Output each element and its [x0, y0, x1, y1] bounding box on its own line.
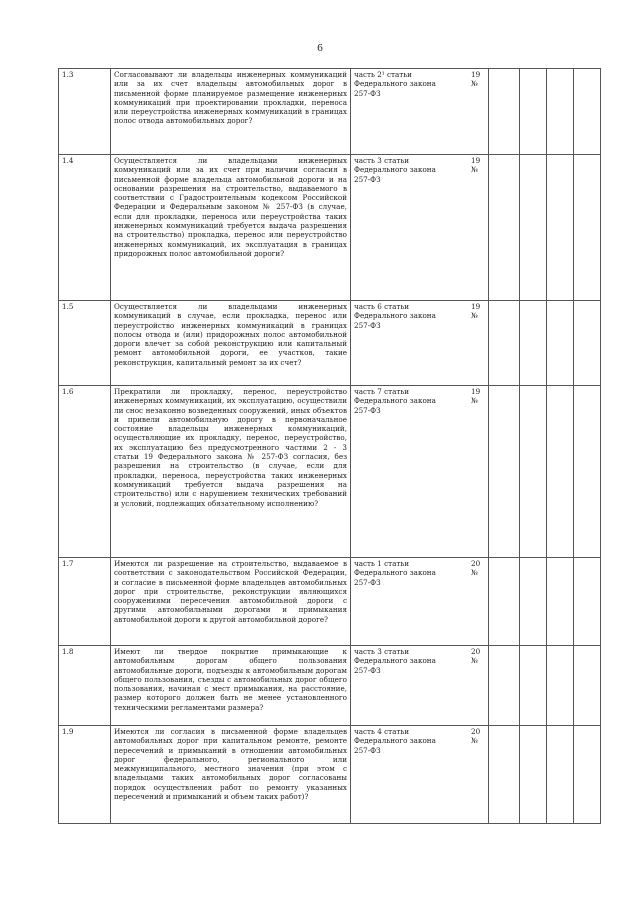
- reference-line: [354, 387, 485, 396]
- reference-text: Федерального закона: [354, 568, 436, 578]
- legal-reference: [351, 558, 489, 646]
- table-row: [59, 155, 601, 301]
- reference-text: Федерального закона: [354, 165, 436, 175]
- reference-text: 257-ФЗ: [354, 745, 381, 755]
- reference-text: часть 3 статьи: [354, 156, 410, 165]
- table-row: [59, 726, 601, 824]
- reference-number: [471, 89, 485, 98]
- checklist-rows: [59, 69, 601, 824]
- reference-line: [354, 302, 485, 311]
- answer-cell: [547, 386, 574, 558]
- answer-cell: [574, 69, 601, 155]
- reference-line: [354, 406, 485, 415]
- reference-line: [354, 559, 485, 568]
- table-row: [59, 301, 601, 386]
- reference-number: №: [471, 396, 478, 406]
- reference-line: [354, 165, 485, 174]
- row-number: 1.5: [59, 301, 111, 386]
- reference-number: №: [471, 311, 478, 321]
- legal-reference: [351, 726, 489, 824]
- reference-line: [354, 746, 485, 755]
- reference-number: 20: [471, 727, 481, 736]
- answer-cell: [547, 301, 574, 386]
- answer-cell: [520, 155, 547, 301]
- reference-line: [354, 647, 485, 656]
- answer-cell: [547, 726, 574, 824]
- answer-cell: [489, 386, 520, 558]
- checklist-table: [58, 68, 601, 824]
- row-number: 1.3: [59, 69, 111, 155]
- legal-reference: [351, 386, 489, 558]
- reference-line: [354, 70, 485, 79]
- table-row: [59, 646, 601, 726]
- reference-text: 257-ФЗ: [354, 577, 381, 587]
- reference-number: №: [471, 656, 478, 666]
- answer-cell: [547, 155, 574, 301]
- reference-line: [354, 311, 485, 320]
- reference-text: часть 2¹ статьи: [354, 70, 412, 79]
- reference-line: [354, 175, 485, 184]
- reference-number: [471, 578, 485, 587]
- reference-number: 20: [471, 559, 481, 568]
- answer-cell: [489, 301, 520, 386]
- reference-line: [354, 321, 485, 330]
- table-row: [59, 386, 601, 558]
- answer-cell: [489, 69, 520, 155]
- legal-reference: [351, 69, 489, 155]
- reference-line: [354, 89, 485, 98]
- reference-number: [471, 406, 485, 415]
- reference-text: Федерального закона: [354, 656, 436, 666]
- answer-cell: [489, 726, 520, 824]
- answer-cell: [520, 386, 547, 558]
- answer-cell: [574, 726, 601, 824]
- reference-number: №: [471, 79, 478, 89]
- reference-text: Федерального закона: [354, 736, 436, 746]
- answer-cell: [547, 69, 574, 155]
- row-number: 1.7: [59, 558, 111, 646]
- row-number: 1.6: [59, 386, 111, 558]
- answer-cell: [520, 558, 547, 646]
- reference-text: часть 1 статьи: [354, 559, 410, 568]
- answer-cell: [520, 301, 547, 386]
- reference-text: 257-ФЗ: [354, 88, 381, 98]
- reference-number: [471, 666, 485, 675]
- row-number: 1.4: [59, 155, 111, 301]
- reference-line: [354, 666, 485, 675]
- question-text: Имеются ли разрешение на строительство, выдаваемое в соответствии с законодательством Российской Федерации, и согласие в письменной форме владельцев автомобильных дорог при строительстве, реконструкции являющихся сооружениями пересечения автомобильной дороги с другими автомобильными дорогами и примыкания автомобильной дороги к другой автомобильной дороге?: [111, 558, 351, 646]
- reference-number: 20: [471, 647, 481, 656]
- reference-number: №: [471, 736, 478, 746]
- reference-number: №: [471, 568, 478, 578]
- legal-reference: [351, 155, 489, 301]
- question-text: Осуществляется ли владельцами инженерных коммуникаций или за их счет при наличии согласия в письменной форме владельца автомобильной дороги и на основании разрешения на строительство, выдаваемого в соответствии с Градостроительным кодексом Российской Федерации и Федеральным законом № 257-ФЗ (в случае, если для прокладки, переноса или переустройства таких инженерных коммуникаций требуется выдача разрешения на строительство) прокладка, перенос или переустройство инженерных коммуникаций, их эксплуатация в границах придорожных полос автомобильной дороги?: [111, 155, 351, 301]
- answer-cell: [574, 301, 601, 386]
- answer-cell: [520, 726, 547, 824]
- row-number: 1.8: [59, 646, 111, 726]
- reference-text: часть 7 статьи: [354, 387, 410, 396]
- reference-number: 19: [471, 156, 481, 165]
- reference-text: 257-ФЗ: [354, 405, 381, 415]
- answer-cell: [574, 155, 601, 301]
- question-text: Осуществляется ли владельцами инженерных коммуникаций в случае, если прокладка, перенос или переустройство инженерных коммуникаций в границах полосы отвода и (или) придорожных полос автомобильной дороги влечет за собой реконструкцию или капитальный ремонт автомобильной дороги, ее участков, такие реконструкция, капитальный ремонт за их счет?: [111, 301, 351, 386]
- reference-number: [471, 321, 485, 330]
- reference-number: [471, 746, 485, 755]
- legal-reference: [351, 646, 489, 726]
- reference-line: [354, 156, 485, 165]
- reference-line: [354, 396, 485, 405]
- table-row: [59, 69, 601, 155]
- reference-text: часть 3 статьи: [354, 647, 410, 656]
- row-number: 1.9: [59, 726, 111, 824]
- question-text: Имеют ли твердое покрытие примыкающие к автомобильным дорогам общего пользования автомобильные дороги, подъезды к автомобильным дорогам общего пользования, съезды с автомобильных дорог общего пользования, начиная с мест примыкания, на расстояние, размер которого должен быть не менее установленного техническими регламентами размера?: [111, 646, 351, 726]
- reference-text: Федерального закона: [354, 311, 436, 321]
- reference-line: [354, 727, 485, 736]
- reference-line: [354, 578, 485, 587]
- page-number: 6: [317, 42, 323, 54]
- answer-cell: [520, 646, 547, 726]
- answer-cell: [574, 646, 601, 726]
- reference-line: [354, 736, 485, 745]
- answer-cell: [547, 646, 574, 726]
- reference-text: Федерального закона: [354, 396, 436, 406]
- answer-cell: [520, 69, 547, 155]
- legal-reference: [351, 301, 489, 386]
- answer-cell: [489, 155, 520, 301]
- reference-number: [471, 175, 485, 184]
- question-text: Прекратили ли прокладку, перенос, переустройство инженерных коммуникаций, их эксплуатацию, осуществили ли снос незаконно возведенных сооружений, иных объектов и привели автомобильную дорогу в первоначальное состояние владельцы инженерных коммуникаций, осуществляющие их прокладку, перенос, переустройство, их эксплуатацию без предусмотренного частями 2 - 3 статьи 19 Федерального закона № 257-ФЗ согласия, без разрешения на строительство (в случае, если для прокладки, переноса, переустройства таких инженерных коммуникаций требуется выдача разрешения на строительство) или с нарушением технических требований и условий, подлежащих обязательному исполнению?: [111, 386, 351, 558]
- answer-cell: [574, 386, 601, 558]
- answer-cell: [547, 558, 574, 646]
- reference-number: 19: [471, 387, 481, 396]
- reference-text: 257-ФЗ: [354, 320, 381, 330]
- reference-number: №: [471, 165, 478, 175]
- reference-line: [354, 79, 485, 88]
- table-row: [59, 558, 601, 646]
- reference-number: 19: [471, 70, 481, 79]
- question-text: Согласовывают ли владельцы инженерных коммуникаций или за их счет владельцы автомобильных дорог в письменной форме планируемое размещение инженерных коммуникаций при проектировании прокладки, переноса или переустройства инженерных коммуникаций в границах полос отвода автомобильных дорог?: [111, 69, 351, 155]
- reference-line: [354, 656, 485, 665]
- reference-line: [354, 568, 485, 577]
- answer-cell: [489, 646, 520, 726]
- answer-cell: [574, 558, 601, 646]
- reference-number: 19: [471, 302, 481, 311]
- reference-text: 257-ФЗ: [354, 665, 381, 675]
- reference-text: Федерального закона: [354, 79, 436, 89]
- reference-text: часть 4 статьи: [354, 727, 410, 736]
- answer-cell: [489, 558, 520, 646]
- question-text: Имеются ли согласия в письменной форме владельцев автомобильных дорог при капитальном ремонте, ремонте пересечений и примыканий в отношении автомобильных дорог федерального, регионального или межмуниципального, местного значения (при этом с владельцами таких автомобильных дорог согласованы порядок осуществления работ по ремонту указанных пересечений и примыканий и объем таких работ)?: [111, 726, 351, 824]
- reference-text: часть 6 статьи: [354, 302, 410, 311]
- reference-text: 257-ФЗ: [354, 174, 381, 184]
